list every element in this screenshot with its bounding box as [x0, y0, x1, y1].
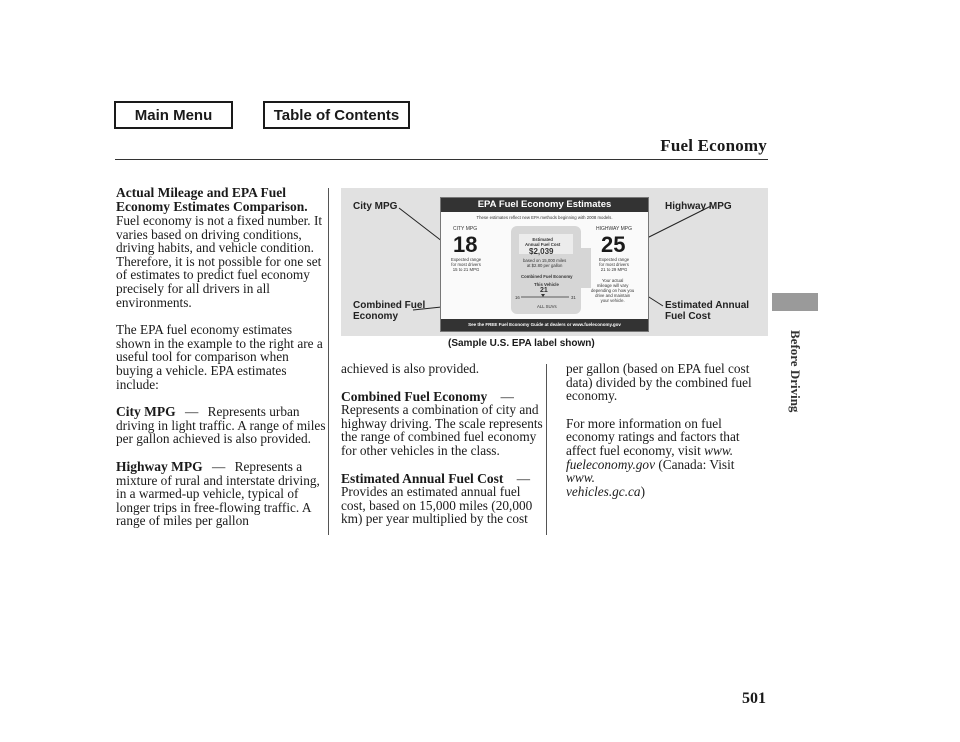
scale-max: 31	[571, 295, 576, 300]
column-1	[116, 186, 326, 528]
city-mpg-value: 18	[453, 232, 478, 257]
annual-fuel-cost-label: Estimated Annual Fuel Cost	[525, 237, 561, 247]
city-mpg-description: Represents urban driving in light traffic. A range of miles per gallon achieved is also provided.	[116, 404, 326, 447]
callout-city-mpg: City MPG	[353, 201, 398, 212]
figure-caption: (Sample U.S. EPA label shown)	[448, 338, 595, 349]
paragraph-epa-estimates: The EPA fuel economy estimates shown in the example to the right are a useful tool for comparison when buying a vehicle. EPA estimates include:	[116, 322, 323, 392]
epa-label-header: EPA Fuel Economy Estimates	[441, 198, 648, 212]
dash: —	[211, 458, 226, 474]
annual-fuel-cost-description: Provides an estimated annual fuel cost, based on 15,000 miles (20,000 km) per year multiplied by the cost	[341, 484, 533, 527]
continued-text: achieved is also provided.	[341, 361, 480, 376]
paragraph-more-info	[566, 417, 766, 499]
epa-label-footer: See the FREE Fuel Economy Guide at dealers or www.fueleconomy.gov	[441, 319, 648, 331]
dash: —	[500, 388, 514, 404]
vehicle-class-note: ALL SUVs	[537, 304, 557, 309]
combined-fuel-economy-label: Combined Fuel Economy	[521, 274, 573, 279]
highway-mpg-definition	[116, 460, 326, 528]
more-info-text: For more information on fuel economy ratings and factors that affect fuel economy, visit	[566, 415, 740, 458]
section-label: Before Driving	[788, 330, 803, 413]
page-number: 501	[742, 690, 766, 707]
main-menu-button[interactable]: Main Menu	[114, 101, 233, 129]
fueleconomy-link[interactable]: www. fueleconomy.gov	[566, 442, 734, 472]
page-title: Fuel Economy	[660, 136, 767, 155]
highway-mpg-range: Expected range for most drivers 21 to 29 MPG	[599, 257, 630, 272]
city-mpg-range: Expected range for most drivers 15 to 21 MPG	[451, 257, 482, 272]
section-heading-line1: Actual Mileage and EPA Fuel	[116, 185, 286, 200]
close-paren: )	[640, 483, 646, 499]
paragraph-fuel-economy: Fuel economy is not a fixed number. It varies based on driving conditions, driving habits, and vehicle condition. Therefore, it is not possible for one set of estimates to predict fuel economy precisely for all drivers in all environments.	[116, 213, 323, 310]
epa-label	[440, 197, 649, 332]
canada-text: (Canada: Visit	[658, 456, 735, 472]
this-vehicle-label: This Vehicle	[534, 282, 559, 287]
section-heading-line2: Economy Estimates Comparison.	[116, 199, 308, 214]
dash: —	[184, 404, 199, 420]
paragraph-cost-basis: per gallon (based on EPA fuel cost data) divided by the combined fuel economy.	[566, 361, 752, 404]
callout-highway-mpg: Highway MPG	[665, 201, 732, 212]
combined-fuel-economy-value: 21	[540, 287, 548, 294]
annual-fuel-cost-term: Estimated Annual Fuel Cost	[341, 470, 504, 486]
combined-fuel-economy-term: Combined Fuel Economy	[341, 388, 488, 404]
combined-fuel-economy-definition	[341, 390, 543, 458]
header-rule	[115, 159, 768, 160]
column-3	[566, 362, 766, 498]
city-mpg-label: CITY MPG	[453, 226, 478, 232]
highway-mpg-description: Represents a mixture of rural and interstate driving, in a warmed-up vehicle, typical of longer trips in free-flowing traffic. A range of miles per gallon	[116, 458, 320, 529]
table-of-contents-button[interactable]: Table of Contents	[263, 101, 410, 129]
annual-fuel-cost-definition	[341, 472, 543, 526]
city-mpg-term: City MPG	[116, 404, 176, 420]
callout-combined-fuel-economy: Combined Fuel Economy	[353, 300, 426, 322]
highway-mpg-term: Highway MPG	[116, 458, 203, 474]
column-divider-2	[546, 364, 547, 535]
vehicles-gc-link[interactable]: www. vehicles.gc.ca	[566, 470, 641, 499]
annual-fuel-cost-value: $2,039	[529, 247, 554, 256]
column-2	[341, 362, 543, 526]
city-mpg-definition	[116, 405, 326, 446]
epa-label-subheader: These estimates reflect new EPA methods beginning with 2008 models.	[476, 215, 613, 220]
highway-mpg-label: HIGHWAY MPG	[596, 226, 633, 232]
scale-min: 16	[515, 295, 520, 300]
dash: —	[516, 470, 531, 486]
column-divider-1	[328, 188, 329, 535]
annual-fuel-cost-basis: based on 15,000 miles at $2.80 per gallon	[523, 258, 567, 268]
combined-fuel-economy-description: Represents a combination of city and highway driving. The scale represents the range of combined fuel economy for other vehicles in the class.	[341, 402, 543, 458]
mileage-note: Your actual mileage will vary depending on how you drive and maintain your vehicle.	[591, 278, 635, 303]
section-tab	[772, 293, 818, 311]
callout-estimated-annual-fuel-cost: Estimated Annual Fuel Cost	[665, 300, 750, 322]
highway-mpg-value: 25	[601, 232, 626, 257]
